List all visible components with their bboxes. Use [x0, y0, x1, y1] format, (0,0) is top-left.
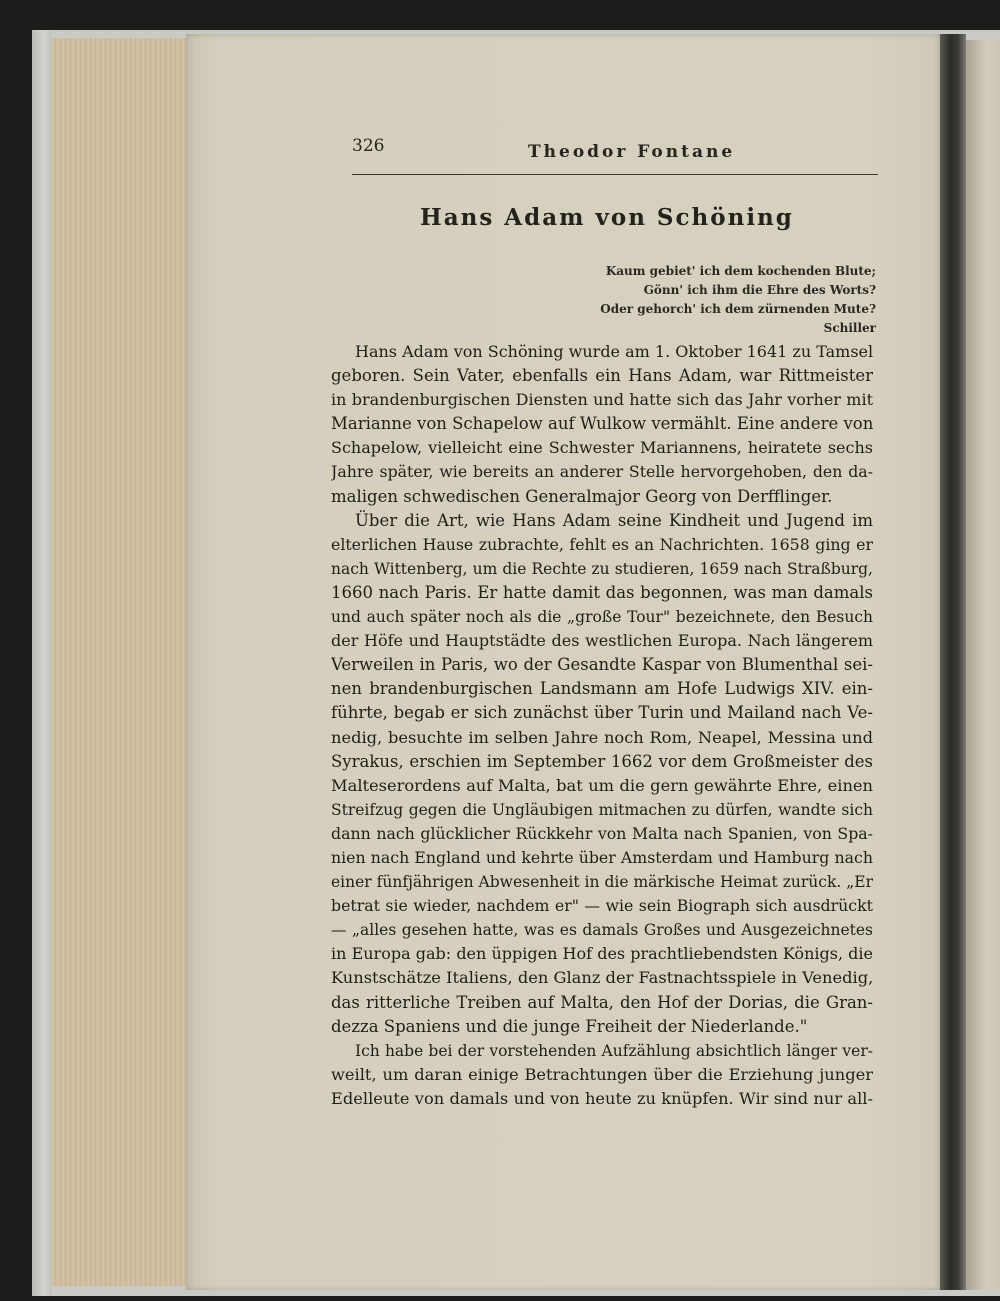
text-line: weilt, um daran einige Betrachtungen über die Erziehung junger [331, 1064, 873, 1084]
page-number: 326 [352, 136, 385, 156]
text-line: Schapelow, vielleicht eine Schwester Mariannens, heiratete sechs [331, 438, 873, 458]
text-line: — „alles gesehen hatte, was es damals Großes und Ausgezeichnetes [331, 921, 873, 940]
text-line: geboren. Sein Vater, ebenfalls ein Hans Adam, war Rittmeister [331, 366, 873, 386]
text-line: nien nach England und kehrte über Amsterdam und Hamburg nach [331, 847, 873, 867]
text-line: Verweilen in Paris, wo der Gesandte Kaspar von Blumenthal sei- [331, 655, 873, 675]
text-line: nen brandenburgischen Landsmann am Hofe Ludwigs XIV. ein- [331, 679, 873, 699]
book-spine [32, 30, 52, 1296]
text-line: der Höfe und Hauptstädte des westlichen Europa. Nach längerem [331, 631, 873, 651]
text-line: einer fünfjährigen Abwesenheit in die märkische Heimat zurück. „Er [331, 873, 873, 892]
text-line: Malteserordens auf Malta, bat um die gern gewährte Ehre, einen [331, 775, 873, 795]
text-line: Marianne von Schapelow auf Wulkow vermählt. Eine andere von [331, 414, 873, 434]
running-head [352, 134, 878, 175]
body-text [331, 340, 873, 1111]
text-line: betrat sie wieder, nachdem er" — wie sein Biograph sich ausdrückt [331, 896, 873, 916]
text-line: Über die Art, wie Hans Adam seine Kindheit und Jugend im [355, 510, 873, 530]
epigraph-line: Oder gehorch' ich dem zürnenden Mute? [600, 302, 876, 316]
text-line: in brandenburgischen Diensten und hatte sich das Jahr vorher mit [331, 390, 873, 410]
text-line: Ich habe bei der vorstehenden Aufzählung absichtlich länger ver- [355, 1041, 873, 1060]
text-line: führte, begab er sich zunächst über Turin und Mailand nach Ve- [331, 703, 873, 723]
text-line: dezza Spaniens und die junge Freiheit der Niederlande." [331, 1016, 808, 1036]
text-line: Streifzug gegen die Ungläubigen mitmachen zu dürfen, wandte sich [331, 800, 873, 819]
text-line: Kunstschätze Italiens, den Glanz der Fastnachtsspiele in Venedig, [331, 968, 873, 988]
text-line: und auch später noch als die „große Tour" bezeichnete, den Besuch [331, 608, 873, 627]
text-line: nedig, besuchte im selben Jahre noch Rom, Neapel, Messina und [331, 727, 873, 747]
running-title: Theodor Fontane [528, 142, 736, 162]
text-line: maligen schwedischen Generalmajor Georg von Derfflinger. [331, 486, 833, 506]
book-gutter [940, 34, 966, 1290]
text-line: Edelleute von damals und von heute zu knüpfen. Wir sind nur all- [331, 1088, 873, 1108]
text-line: in Europa gab: den üppigen Hof des prachtliebendsten Königs, die [331, 944, 873, 964]
chapter-title: Hans Adam von Schöning [420, 204, 794, 231]
epigraph-line: Kaum gebiet' ich dem kochenden Blute; [605, 264, 876, 278]
text-line: Hans Adam von Schöning wurde am 1. Oktober 1641 zu Tamsel [355, 342, 873, 361]
facing-page-edge [966, 40, 1000, 1290]
epigraph-author: Schiller [823, 321, 876, 335]
text-line: Jahre später, wie bereits an anderer Stelle hervorgehoben, den da- [331, 462, 873, 482]
text-line: das ritterliche Treiben auf Malta, den Hof der Dorias, die Gran- [331, 992, 873, 1012]
epigraph-line: Gönn' ich ihm die Ehre des Worts? [643, 283, 876, 297]
text-line: nach Wittenberg, um die Rechte zu studieren, 1659 nach Straßburg, [331, 559, 873, 578]
text-line: dann nach glücklicher Rückkehr von Malta nach Spanien, von Spa- [331, 823, 873, 843]
epigraph [546, 262, 876, 338]
text-line: 1660 nach Paris. Er hatte damit das begonnen, was man damals [331, 582, 873, 602]
text-line: elterlichen Hause zubrachte, fehlt es an Nachrichten. 1658 ging er [331, 534, 873, 554]
text-line: Syrakus, erschien im September 1662 vor dem Großmeister des [331, 751, 873, 771]
page-edges [52, 38, 187, 1286]
